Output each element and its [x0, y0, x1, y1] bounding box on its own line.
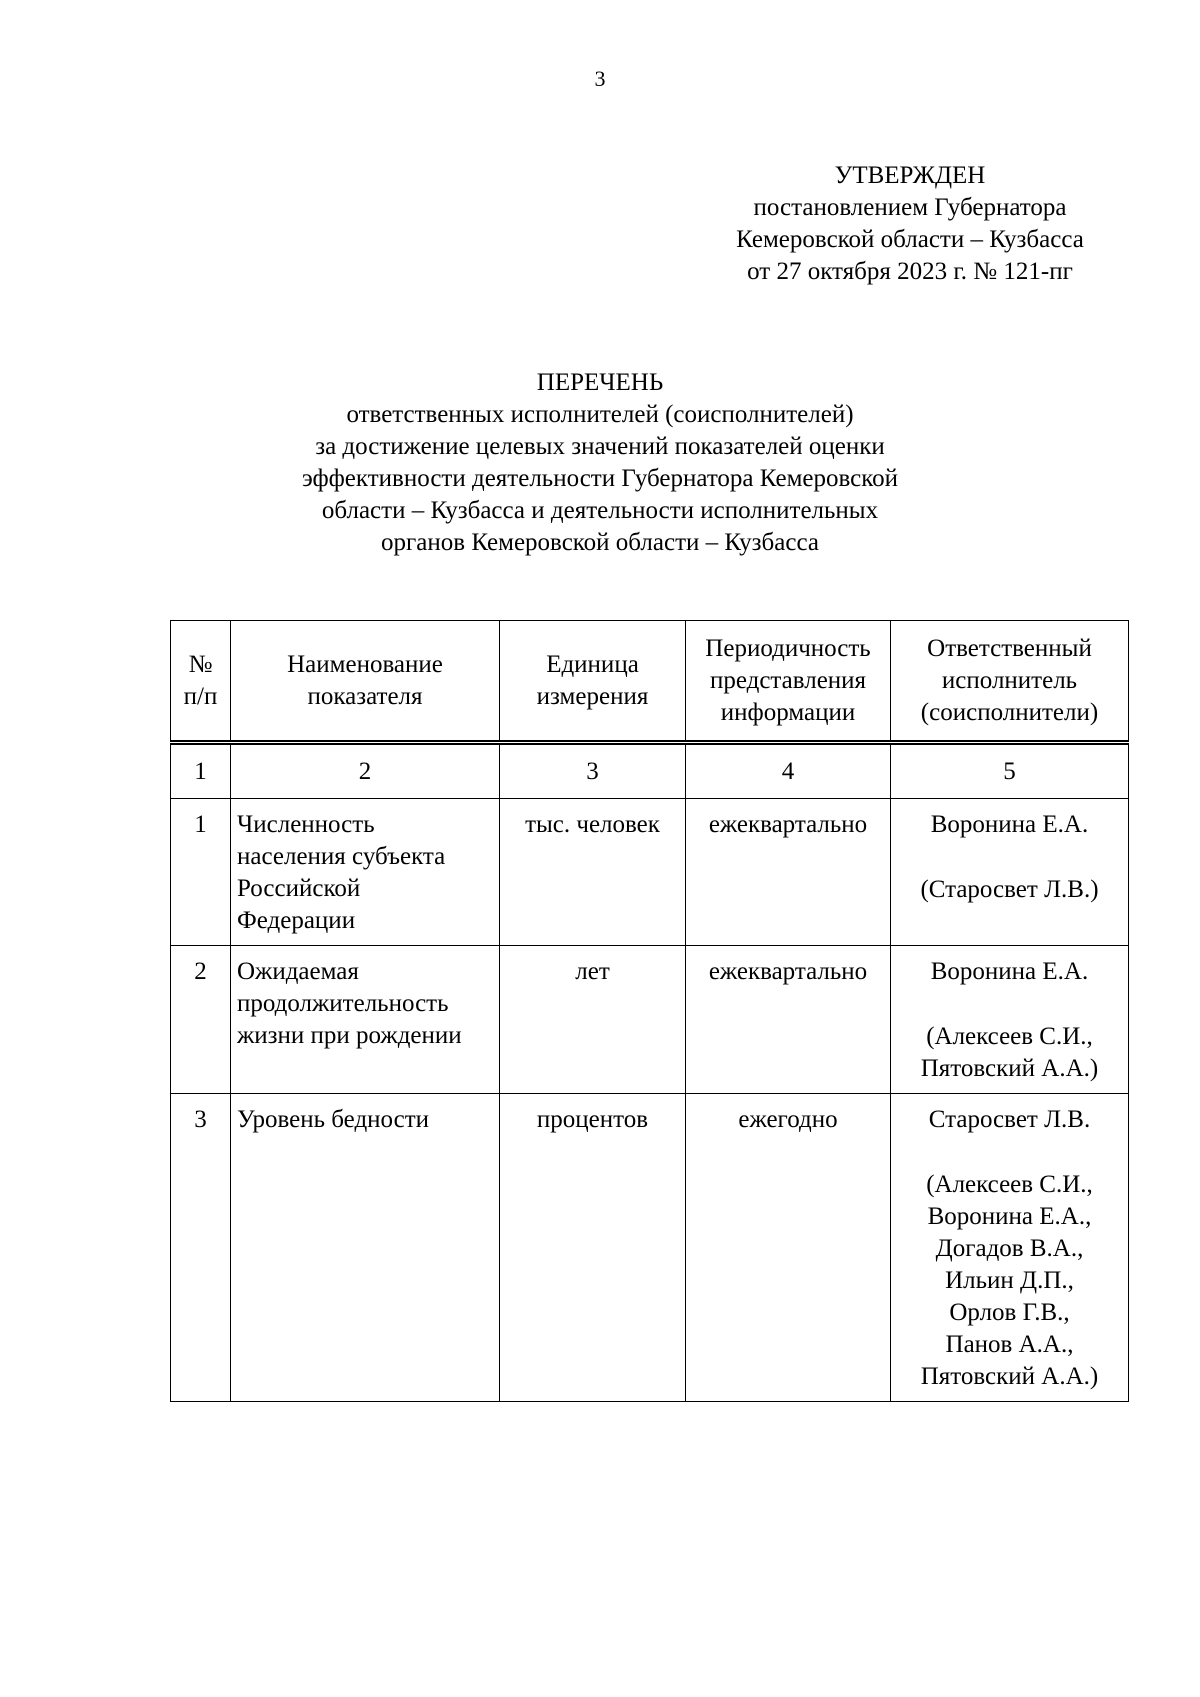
page-number: 3	[594, 66, 606, 91]
row-number: 3	[171, 1094, 231, 1402]
column-number: 1	[171, 743, 231, 799]
approval-stamp	[690, 160, 1130, 288]
table-row	[171, 946, 1129, 1094]
frequency: ежегодно	[686, 1094, 891, 1402]
approval-line: УТВЕРЖДЕН	[834, 162, 986, 189]
header-unit: Единица измерения	[500, 621, 686, 743]
table-header-row	[171, 621, 1129, 743]
table-row	[171, 1094, 1129, 1402]
header-responsible: Ответственный исполнитель (соисполнители)	[891, 621, 1129, 743]
column-number: 3	[500, 743, 686, 799]
column-number: 4	[686, 743, 891, 799]
title-line: эффективности деятельности Губернатора Кемеровской	[301, 465, 899, 492]
co-executors: (Алексеев С.И., Воронина Е.А., Догадов В.А., Ильин Д.П., Орлов Г.В., Панов А.А., Пятовский А.А.)	[920, 1171, 1099, 1390]
approval-line: от 27 октября 2023 г. № 121-пг	[747, 258, 1073, 285]
approval-line: Кемеровской области – Кузбасса	[736, 226, 1084, 253]
title-line: за достижение целевых значений показателей оценки	[315, 433, 885, 460]
header-frequency: Периодичность представления информации	[686, 621, 891, 743]
responsible-cell	[891, 799, 1129, 946]
row-number: 1	[171, 799, 231, 946]
title-line: органов Кемеровской области – Кузбасса	[381, 529, 819, 556]
title-heading: ПЕРЕЧЕНЬ	[536, 369, 664, 396]
title-line: ответственных исполнителей (соисполнителей)	[346, 401, 854, 428]
column-number: 2	[231, 743, 500, 799]
approval-line: постановлением Губернатора	[753, 194, 1067, 221]
frequency: ежеквартально	[686, 799, 891, 946]
column-number: 5	[891, 743, 1129, 799]
row-number: 2	[171, 946, 231, 1094]
column-number-row	[171, 743, 1129, 799]
frequency: ежеквартально	[686, 946, 891, 1094]
header-number: № п/п	[171, 621, 231, 743]
responsible-cell	[891, 1094, 1129, 1402]
header-indicator-name: Наименование показателя	[231, 621, 500, 743]
document-title	[250, 367, 950, 559]
indicator-name: Численность населения субъекта Российской Федерации	[231, 799, 500, 946]
responsible-executor: Воронина Е.А.	[930, 811, 1089, 838]
responsible-executor: Воронина Е.А.	[930, 958, 1089, 985]
unit: лет	[500, 946, 686, 1094]
responsible-cell	[891, 946, 1129, 1094]
co-executors: (Старосвет Л.В.)	[920, 876, 1099, 903]
table-row	[171, 799, 1129, 946]
indicator-name: Уровень бедности	[231, 1094, 500, 1402]
title-line: области – Кузбасса и деятельности исполнительных	[321, 497, 879, 524]
indicator-name: Ожидаемая продолжительность жизни при рождении	[231, 946, 500, 1094]
executors-table	[170, 620, 1129, 1402]
co-executors: (Алексеев С.И., Пятовский А.А.)	[920, 1023, 1099, 1082]
responsible-executor: Старосвет Л.В.	[928, 1106, 1091, 1133]
unit: тыс. человек	[500, 799, 686, 946]
unit: процентов	[500, 1094, 686, 1402]
